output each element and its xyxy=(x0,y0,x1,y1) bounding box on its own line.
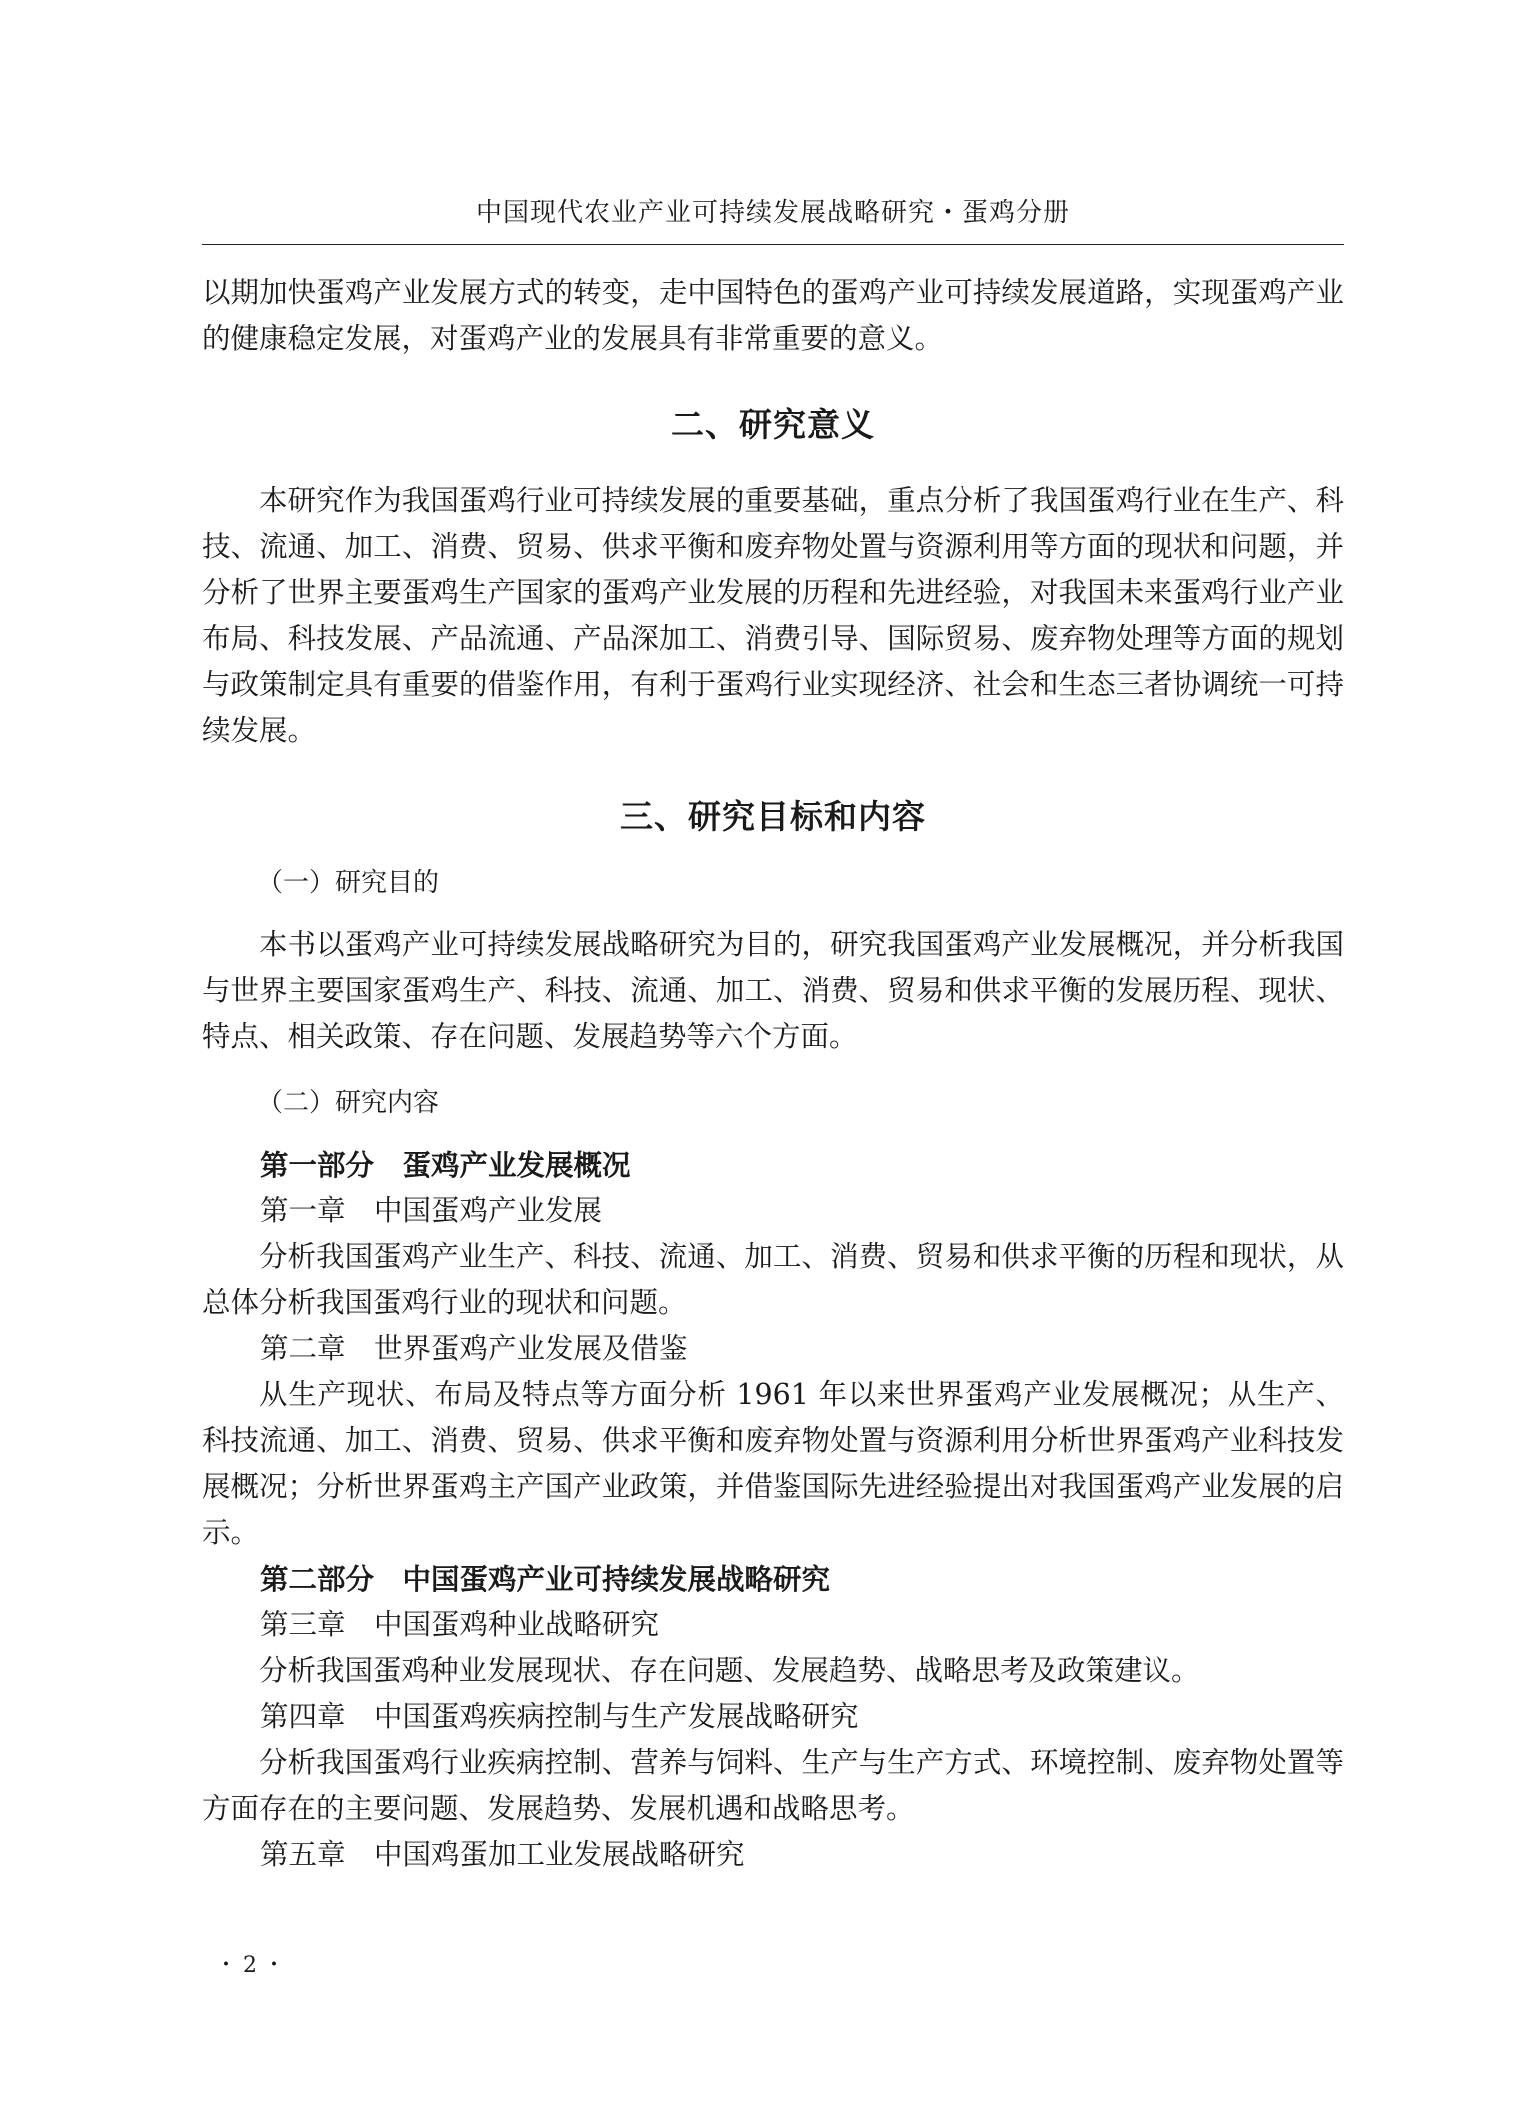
chapter-desc-3: 分析我国蛋鸡种业发展现状、存在问题、发展趋势、战略思考及政策建议。 xyxy=(259,1654,1200,1687)
paragraph-significance: 本研究作为我国蛋鸡行业可持续发展的重要基础，重点分析了我国蛋鸡行业在生产、科技、流通、加工、消费、贸易、供求平衡和废弃物处置与资源利用等方面的现状和问题，并分析了世界主要蛋鸡生产国家的蛋鸡产业发展的历程和先进经验，对我国未来蛋鸡行业产业布局、科技发展、产品流通、产品深加工、消费引导、国际贸易、废弃物处理等方面的规划与政策制定具有重要的借鉴作用，有利于蛋鸡行业实现经济、社会和生态三者协调统一可持续发展。 xyxy=(202,484,1344,747)
chapter-title-1: 第一章 中国蛋鸡产业发展 xyxy=(260,1194,603,1227)
chapter-title-3: 第三章 中国蛋鸡种业战略研究 xyxy=(260,1608,660,1641)
part-title-2: 第二部分 中国蛋鸡产业可持续发展战略研究 xyxy=(260,1562,831,1596)
section-heading-goals: 三、研究目标和内容 xyxy=(620,797,926,836)
chapter-desc-2: 从生产现状、布局及特点等方面分析 1961 年以来世界蛋鸡产业发展概况；从生产、科技流通、加工、消费、贸易、供求平衡和废弃物处置与资源利用分析世界蛋鸡产业科技发展概况；分析世界蛋鸡主产国产业政策，并借鉴国际先进经验提出对我国蛋鸡产业发展的启示。 xyxy=(202,1378,1344,1549)
header-rule xyxy=(202,244,1344,245)
part-title-1: 第一部分 蛋鸡产业发展概况 xyxy=(260,1148,631,1182)
section-heading-significance: 二、研究意义 xyxy=(671,405,875,444)
running-header: 中国现代农业产业可持续发展战略研究・蛋鸡分册 xyxy=(475,198,1070,228)
chapter-desc-4: 分析我国蛋鸡行业疾病控制、营养与饲料、生产与生产方式、环境控制、废弃物处置等方面存在的主要问题、发展趋势、发展机遇和战略思考。 xyxy=(202,1746,1344,1825)
page-body xyxy=(202,270,1344,1878)
chapter-title-5: 第五章 中国鸡蛋加工业发展战略研究 xyxy=(260,1838,745,1871)
chapter-title-4: 第四章 中国蛋鸡疾病控制与生产发展战略研究 xyxy=(260,1700,859,1733)
paragraph-purpose: 本书以蛋鸡产业可持续发展战略研究为目的，研究我国蛋鸡产业发展概况，并分析我国与世界主要国家蛋鸡生产、科技、流通、加工、消费、贸易和供求平衡的发展历程、现状、特点、相关政策、存在问题、发展趋势等六个方面。 xyxy=(202,928,1344,1053)
subsection-heading-purpose: （一）研究目的 xyxy=(257,868,440,898)
chapter-desc-1: 分析我国蛋鸡产业生产、科技、流通、加工、消费、贸易和供求平衡的历程和现状，从总体分析我国蛋鸡行业的现状和问题。 xyxy=(202,1240,1344,1319)
page-number: ・2・ xyxy=(215,1953,291,1978)
paragraph-continuation: 以期加快蛋鸡产业发展方式的转变，走中国特色的蛋鸡产业可持续发展道路，实现蛋鸡产业的健康稳定发展，对蛋鸡产业的发展具有非常重要的意义。 xyxy=(202,276,1344,355)
chapter-title-2: 第二章 世界蛋鸡产业发展及借鉴 xyxy=(260,1332,688,1365)
subsection-heading-content: （二）研究内容 xyxy=(257,1088,440,1118)
